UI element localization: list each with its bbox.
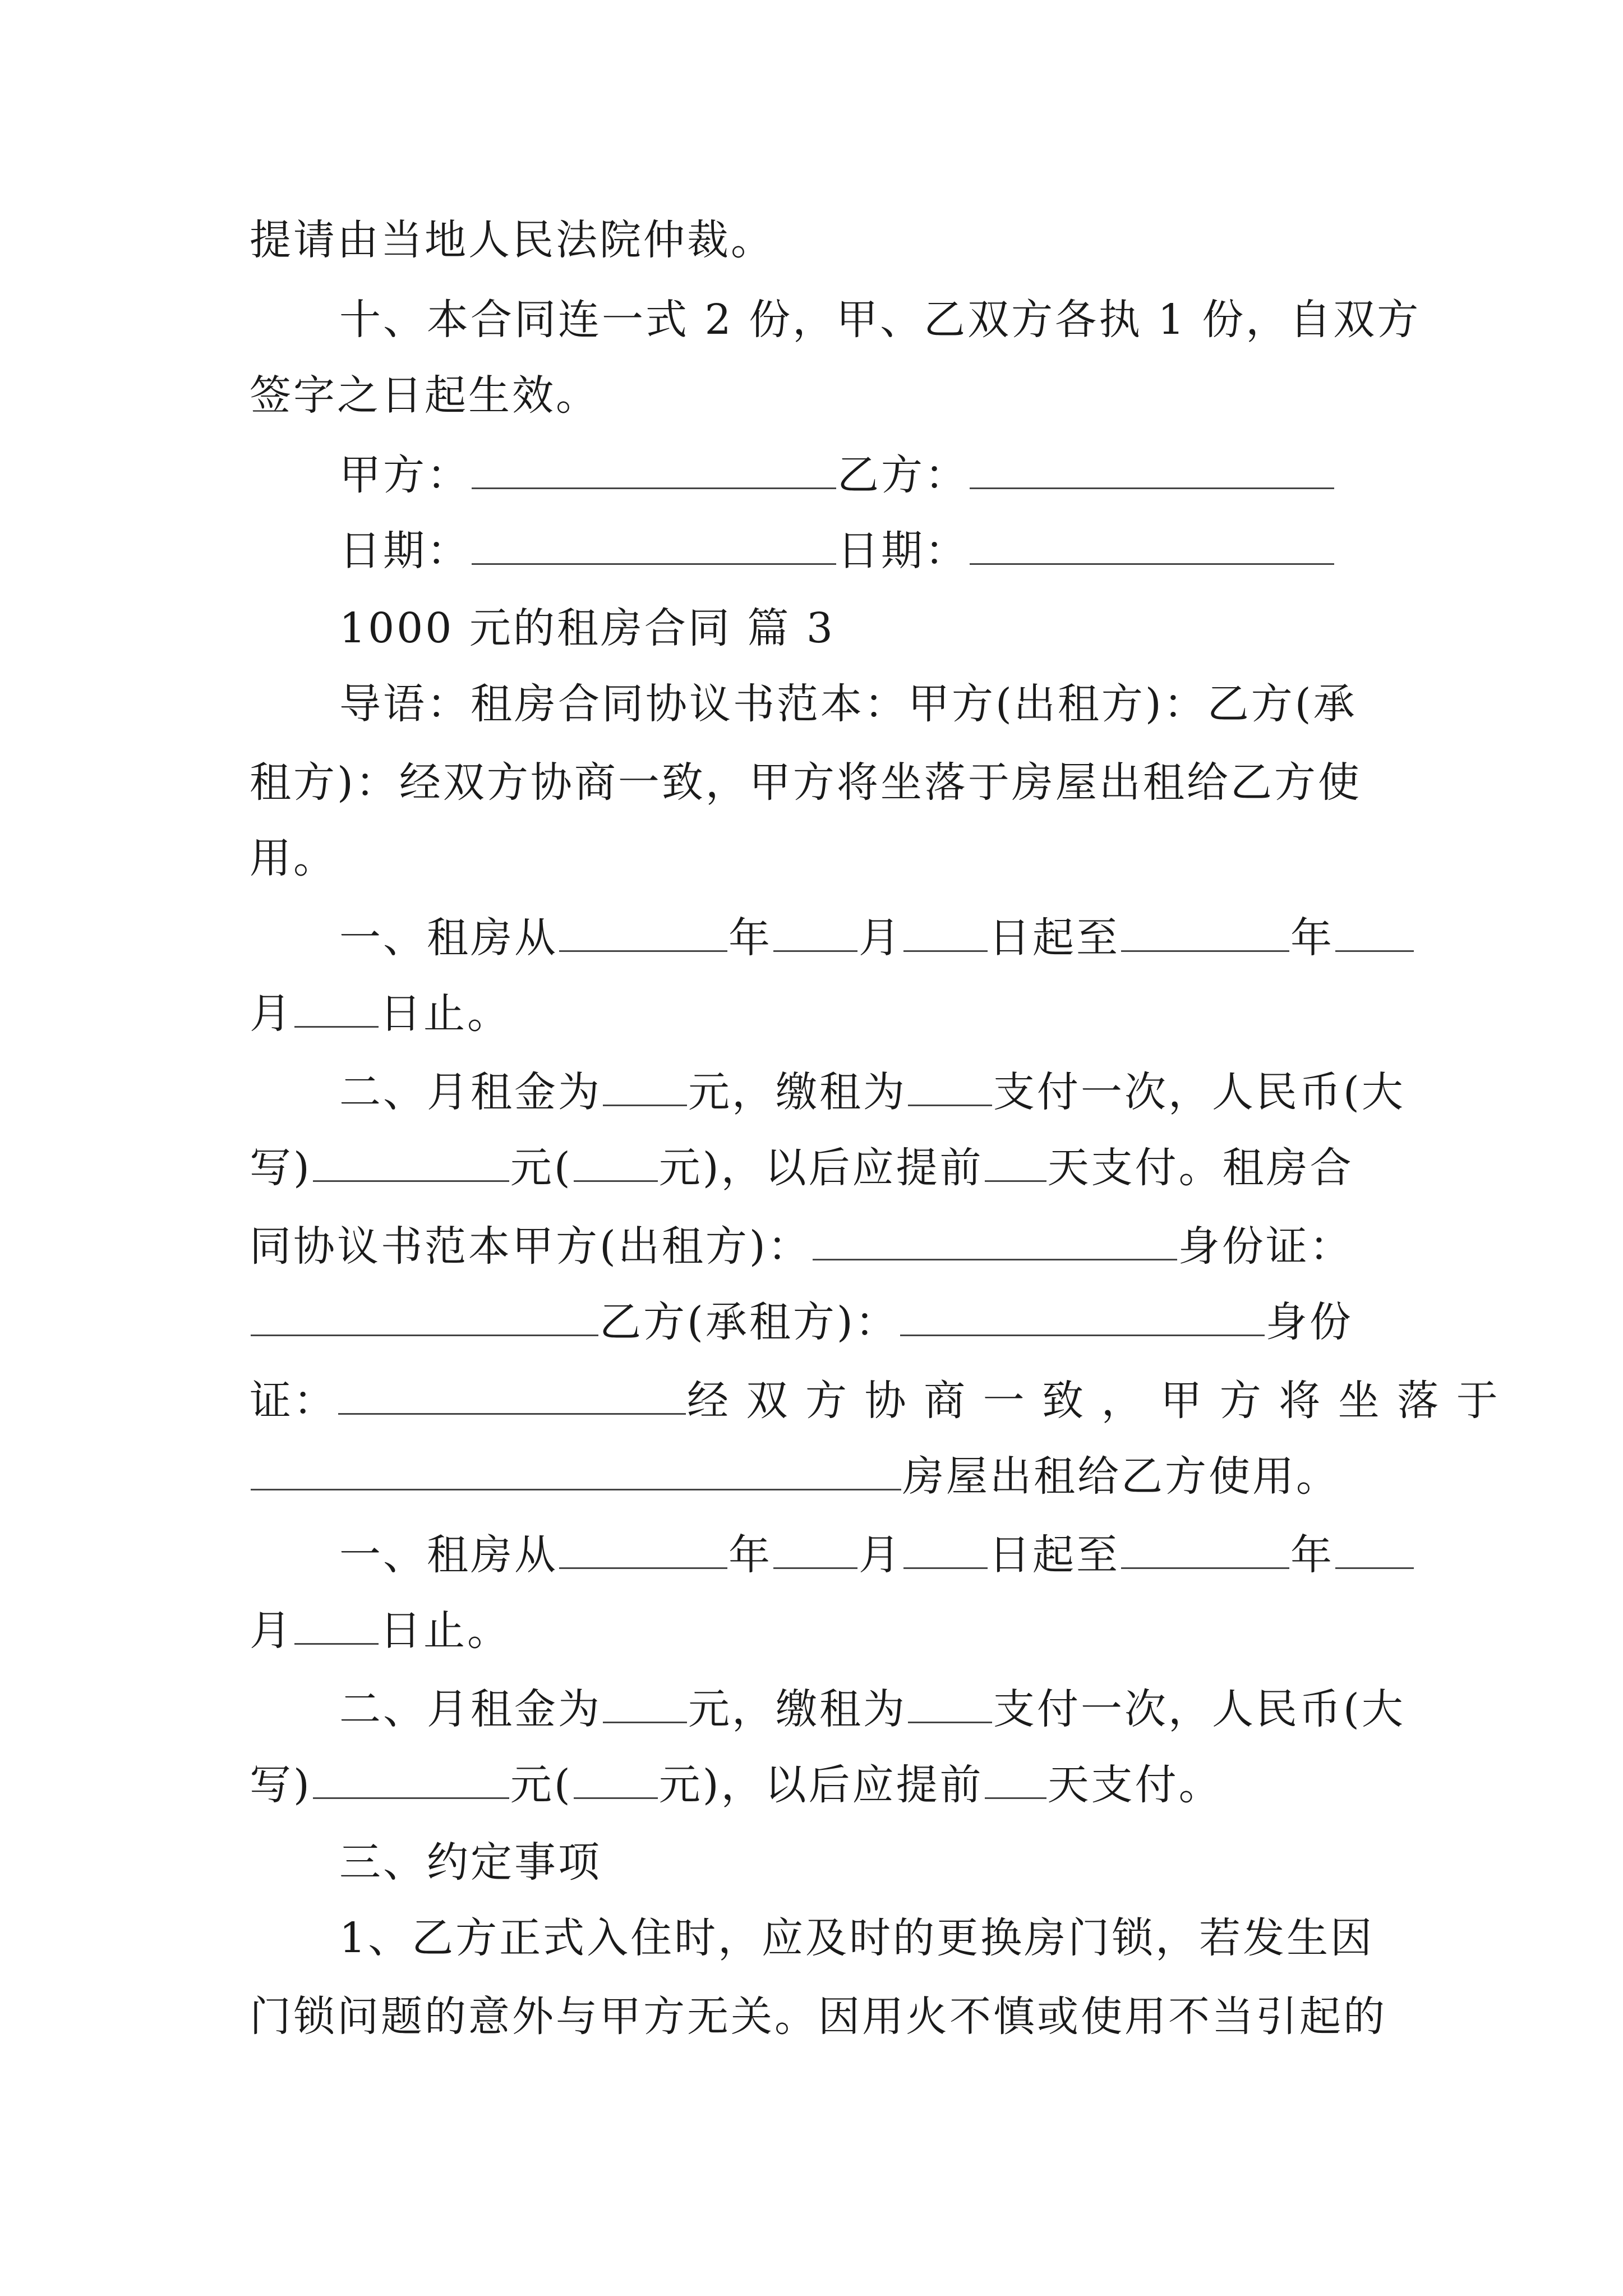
blank <box>294 984 379 1028</box>
blank <box>813 1217 1177 1260</box>
text: 日止。 <box>380 990 511 1038</box>
text: 年 <box>1290 1531 1334 1579</box>
clause-two-cont <box>250 1756 1223 1812</box>
clause-three-heading: 三、约定事项 <box>339 1838 602 1887</box>
blank <box>294 1602 379 1645</box>
text: 支付一次，人民币(大 <box>993 1685 1405 1733</box>
blank <box>574 1756 658 1799</box>
text: 元)，以后应提前 <box>658 1761 984 1809</box>
blank <box>338 1372 686 1415</box>
item-one: 1、乙方正式入住时，应及时的更换房门锁，若发生因 <box>339 1914 1375 1962</box>
party-b-blank <box>970 446 1334 489</box>
agreement-line <box>250 1217 1353 1273</box>
text: 房屋出租给乙方使用。 <box>902 1452 1340 1501</box>
text: 日起至 <box>989 914 1120 962</box>
clause-two <box>339 1063 1405 1119</box>
clause-ten: 十、本合同连一式 2 份，甲、乙双方各执 1 份，自双方 <box>339 296 1421 344</box>
blank <box>603 1680 687 1723</box>
text: 二、月租金为 <box>339 1068 602 1116</box>
text: 一、租房从 <box>339 1531 558 1579</box>
date-b-blank <box>970 522 1334 565</box>
blank <box>1335 909 1414 952</box>
text: 年 <box>728 1531 772 1579</box>
blank <box>985 1139 1046 1182</box>
paragraph-line: 签字之日起生效。 <box>250 371 600 420</box>
signature-row-party <box>339 446 1335 502</box>
blank <box>251 1447 901 1490</box>
text: 元，缴租为 <box>688 1685 907 1733</box>
text: 月 <box>250 990 293 1038</box>
blank <box>773 909 857 952</box>
clause-two-cont <box>250 1139 1354 1195</box>
text: 年 <box>1290 914 1334 962</box>
blank <box>773 1526 857 1569</box>
text: 二、月租金为 <box>339 1685 602 1733</box>
agreement-line <box>250 1447 1340 1503</box>
text: 月 <box>859 914 902 962</box>
date-b-label: 日期： <box>837 527 969 575</box>
paragraph-line: 提请由当地人民法院仲裁。 <box>250 216 774 264</box>
text: 写) <box>250 1144 312 1192</box>
intro-line: 用。 <box>250 834 337 882</box>
clause-one-cont <box>250 1602 511 1658</box>
text: 月 <box>859 1531 902 1579</box>
blank <box>313 1756 509 1799</box>
text: 元)，以后应提前 <box>658 1144 984 1192</box>
text: 元( <box>510 1761 573 1809</box>
blank <box>908 1680 992 1723</box>
clause-one <box>339 1526 1415 1582</box>
text: 经 双 方 协 商 一 致 ， 甲 方 将 坐 落 于 <box>687 1377 1500 1425</box>
text: 写) <box>250 1761 312 1809</box>
blank <box>908 1063 992 1106</box>
blank <box>1121 909 1289 952</box>
clause-one-cont <box>250 984 511 1041</box>
blank <box>603 1063 687 1106</box>
blank <box>903 909 988 952</box>
intro-line: 导语：租房合同协议书范本：甲方(出租方)：乙方(承 <box>339 680 1357 728</box>
blank <box>559 909 727 952</box>
date-a-label: 日期： <box>339 527 471 575</box>
blank <box>1335 1526 1414 1569</box>
clause-one <box>339 909 1415 965</box>
text: 身份 <box>1265 1298 1353 1346</box>
text: 年 <box>728 914 772 962</box>
text: 一、租房从 <box>339 914 558 962</box>
text: 乙方(承租方)： <box>600 1298 899 1346</box>
text: 日止。 <box>380 1607 511 1655</box>
text: 支付一次，人民币(大 <box>993 1068 1405 1116</box>
blank <box>1121 1526 1289 1569</box>
blank <box>559 1526 727 1569</box>
clause-two <box>339 1680 1405 1736</box>
text: 身份证： <box>1178 1222 1353 1271</box>
agreement-line <box>250 1293 1353 1349</box>
text: 证： <box>250 1377 337 1425</box>
item-one-cont: 门锁问题的意外与甲方无关。因用火不慎或使用不当引起的 <box>250 1993 1387 2041</box>
party-a-label: 甲方： <box>339 451 471 499</box>
text: 天支付。 <box>1047 1761 1223 1809</box>
blank <box>900 1293 1265 1336</box>
agreement-line <box>250 1372 1500 1428</box>
blank <box>574 1139 658 1182</box>
blank <box>251 1293 598 1336</box>
text: 元( <box>510 1144 573 1192</box>
blank <box>903 1526 988 1569</box>
date-a-blank <box>472 522 836 565</box>
blank <box>985 1756 1046 1799</box>
party-a-blank <box>472 446 836 489</box>
text: 同协议书范本甲方(出租方)： <box>250 1222 811 1271</box>
signature-row-date <box>339 522 1335 578</box>
section-heading: 1000 元的租房合同 篇 3 <box>339 604 835 652</box>
intro-line: 租方)：经双方协商一致，甲方将坐落于房屋出租给乙方使 <box>250 758 1362 807</box>
blank <box>313 1139 509 1182</box>
text: 天支付。租房合 <box>1047 1144 1354 1192</box>
text: 元，缴租为 <box>688 1068 907 1116</box>
party-b-label: 乙方： <box>837 451 969 499</box>
text: 月 <box>250 1607 293 1655</box>
text: 日起至 <box>989 1531 1120 1579</box>
